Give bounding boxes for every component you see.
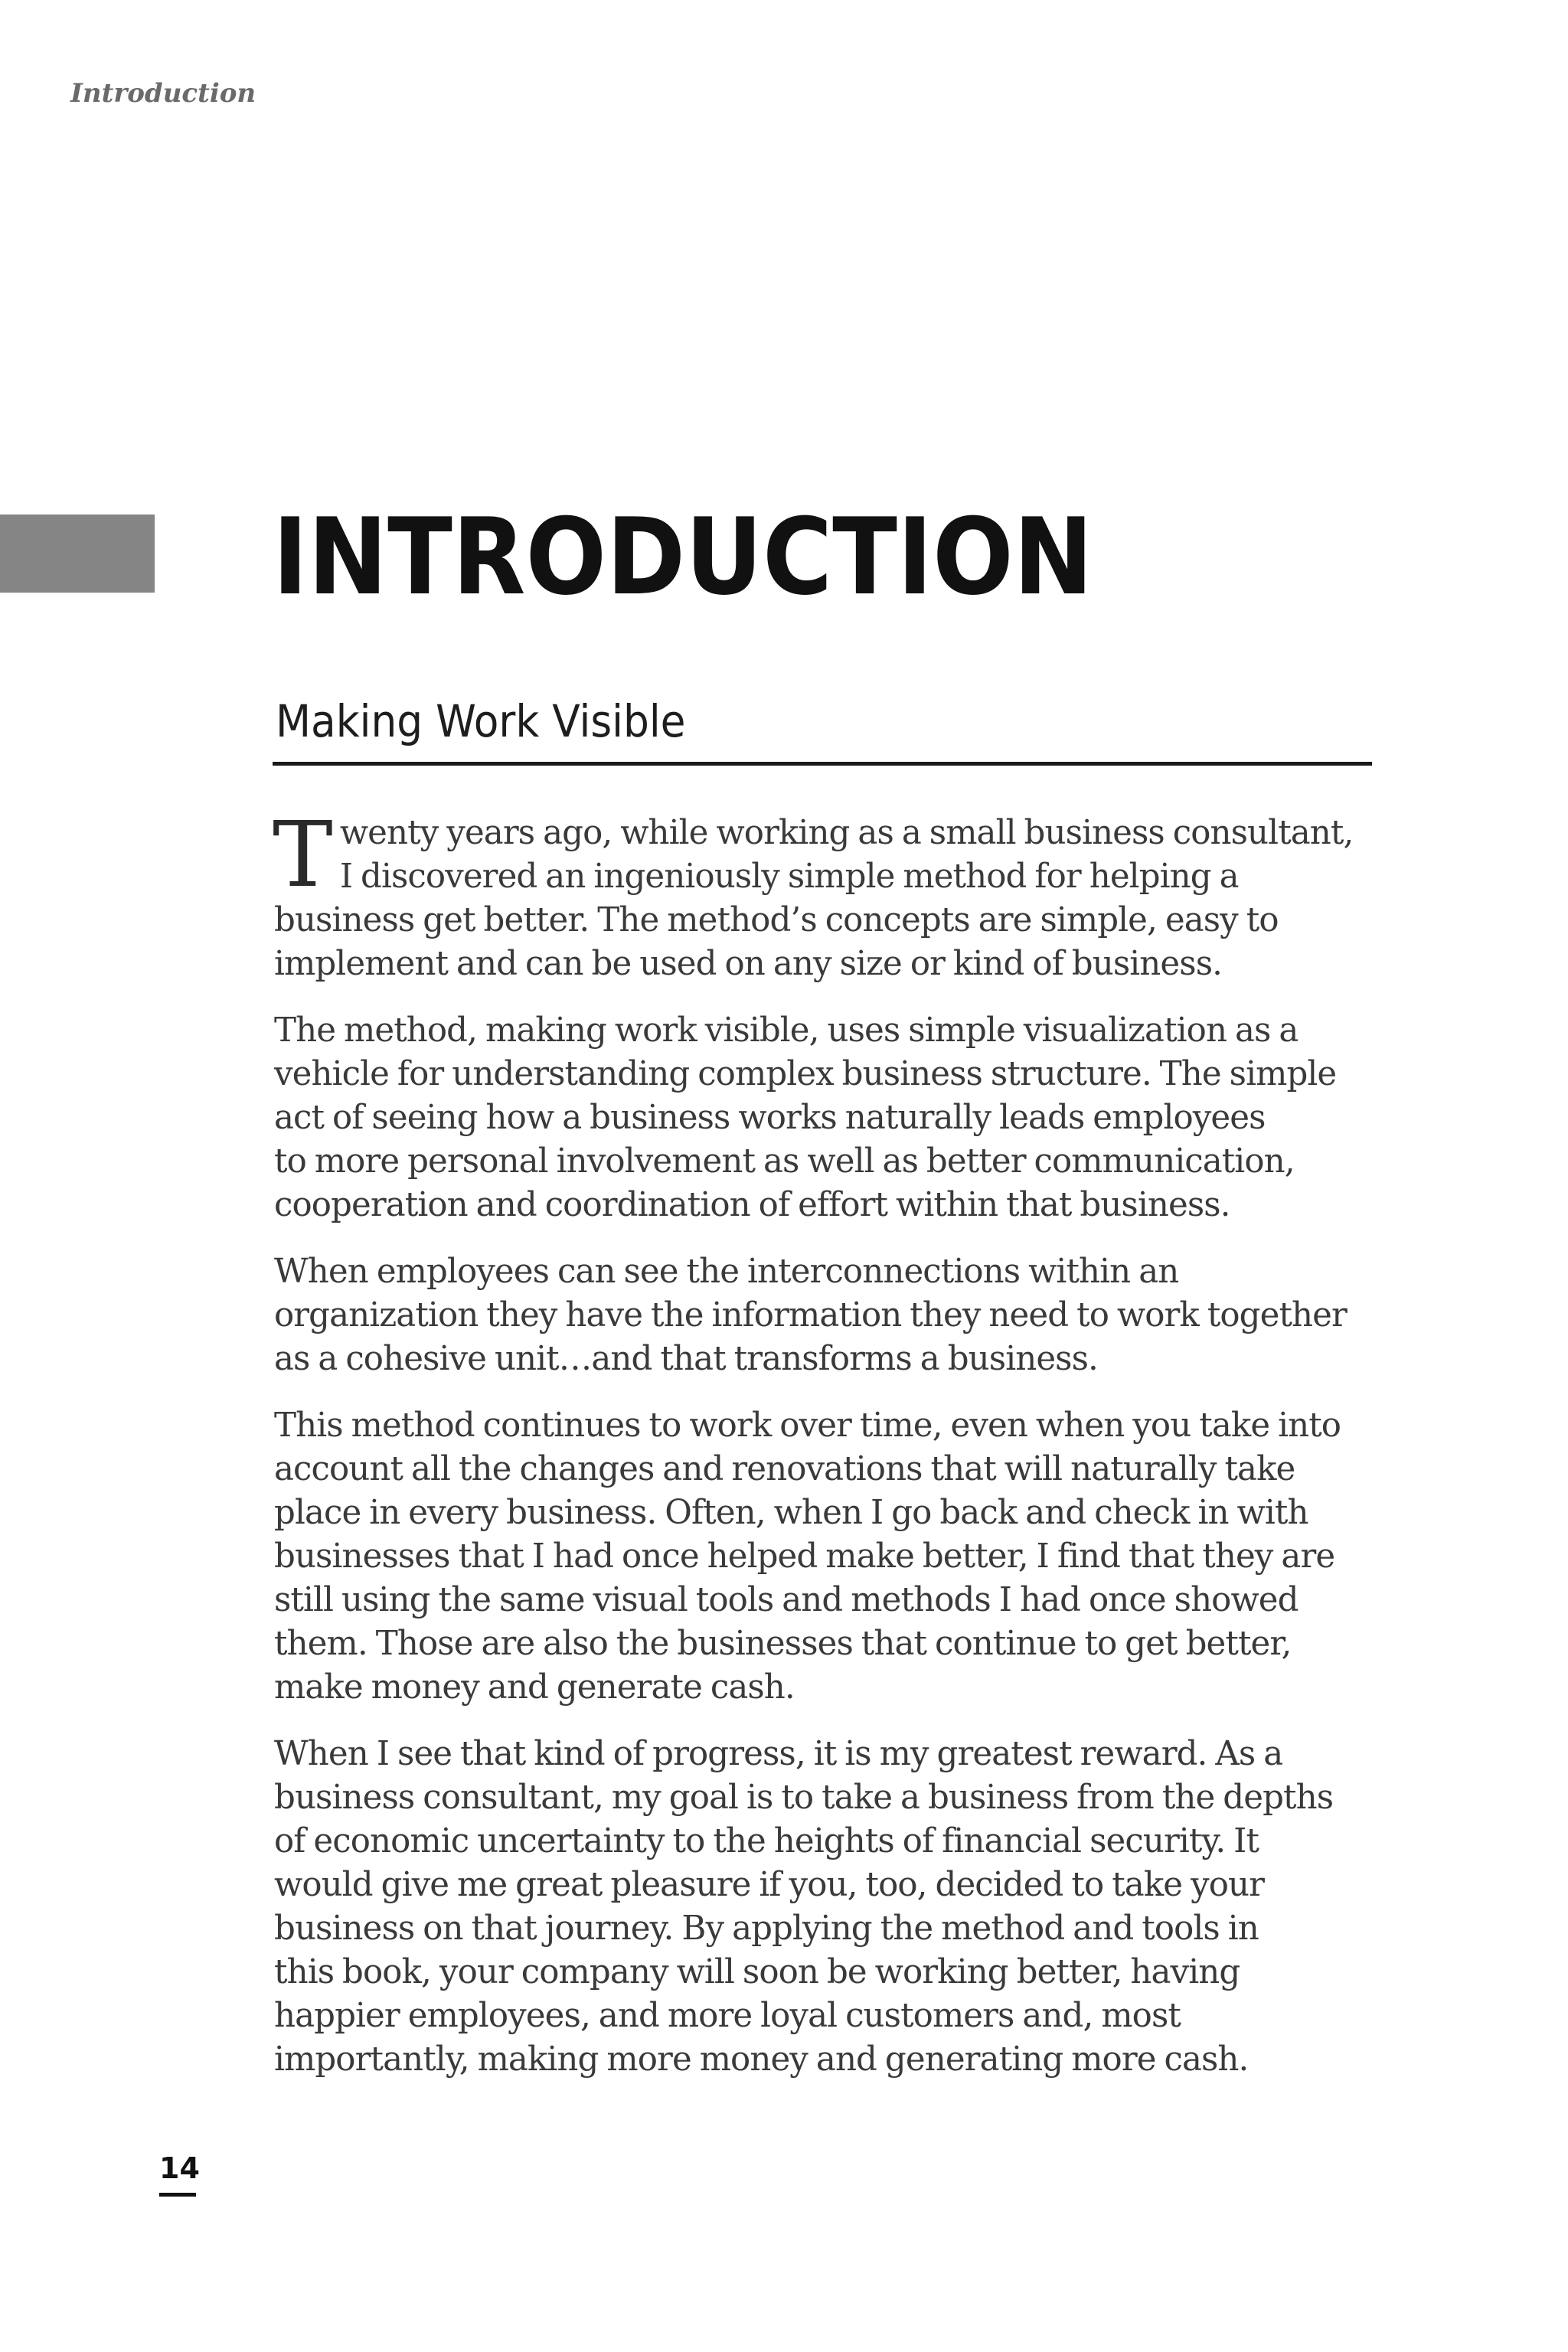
paragraph-4 bbox=[274, 1404, 1384, 1710]
text-line: still using the same visual tools and methods I had once showed bbox=[274, 1581, 1298, 1619]
text-line: to more personal involvement as well as better communication, bbox=[274, 1142, 1295, 1181]
page-number: 14 bbox=[159, 2151, 200, 2185]
text-line: business get better. The method’s concepts are simple, easy to bbox=[274, 901, 1279, 939]
text-line: When I see that kind of progress, it is my greatest reward. As a bbox=[274, 1735, 1283, 1773]
text-line: happier employees, and more loyal customers and, most bbox=[274, 1997, 1181, 2035]
paragraph-3 bbox=[274, 1250, 1384, 1381]
text-line: them. Those are also the businesses that continue to get better, bbox=[274, 1625, 1292, 1663]
text-line: businesses that I had once helped make better, I find that they are bbox=[274, 1537, 1335, 1576]
text-line: organization they have the information they need to work together bbox=[274, 1296, 1347, 1334]
chapter-tab-marker bbox=[0, 514, 155, 593]
drop-cap: T bbox=[273, 802, 332, 907]
text-line: make money and generate cash. bbox=[274, 1668, 795, 1707]
text-line: of economic uncertainty to the heights of financial security. It bbox=[274, 1822, 1259, 1860]
text-line: this book, your company will soon be working better, having bbox=[274, 1953, 1240, 1991]
section-title-underline bbox=[273, 762, 1372, 766]
paragraph-5 bbox=[274, 1733, 1384, 2082]
text-line: This method continues to work over time, even when you take into bbox=[274, 1406, 1341, 1445]
text-line: would give me great pleasure if you, too, decided to take your bbox=[274, 1866, 1265, 1904]
text-line: wenty years ago, while working as a small business consultant, bbox=[339, 814, 1354, 852]
paragraph-2 bbox=[274, 1009, 1384, 1227]
text-line: account all the changes and renovations that will naturally take bbox=[274, 1450, 1295, 1488]
page-number-underline bbox=[159, 2193, 196, 2197]
text-line: The method, making work visible, uses simple visualization as a bbox=[274, 1011, 1298, 1050]
text-line: place in every business. Often, when I go back and check in with bbox=[274, 1494, 1308, 1532]
paragraph-1 bbox=[273, 802, 1384, 986]
text-line: business on that journey. By applying the method and tools in bbox=[274, 1909, 1259, 1948]
text-line: importantly, making more money and generating more cash. bbox=[274, 2040, 1249, 2079]
text-line: as a cohesive unit…and that transforms a business. bbox=[274, 1340, 1098, 1378]
running-header: Introduction bbox=[70, 78, 256, 109]
text-line: vehicle for understanding complex business structure. The simple bbox=[274, 1055, 1337, 1093]
text-line: business consultant, my goal is to take a business from the depths bbox=[274, 1779, 1334, 1817]
text-line: When employees can see the interconnections within an bbox=[274, 1253, 1179, 1291]
section-title: Making Work Visible bbox=[276, 695, 686, 747]
body-text bbox=[273, 802, 1384, 2105]
text-line: I discovered an ingeniously simple method for helping a bbox=[339, 858, 1239, 896]
text-line: act of seeing how a business works naturally leads employees bbox=[274, 1099, 1266, 1137]
text-line: cooperation and coordination of effort within that business. bbox=[274, 1186, 1230, 1224]
text-line: implement and can be used on any size or kind of business. bbox=[274, 945, 1223, 983]
chapter-title: INTRODUCTION bbox=[273, 495, 1093, 619]
